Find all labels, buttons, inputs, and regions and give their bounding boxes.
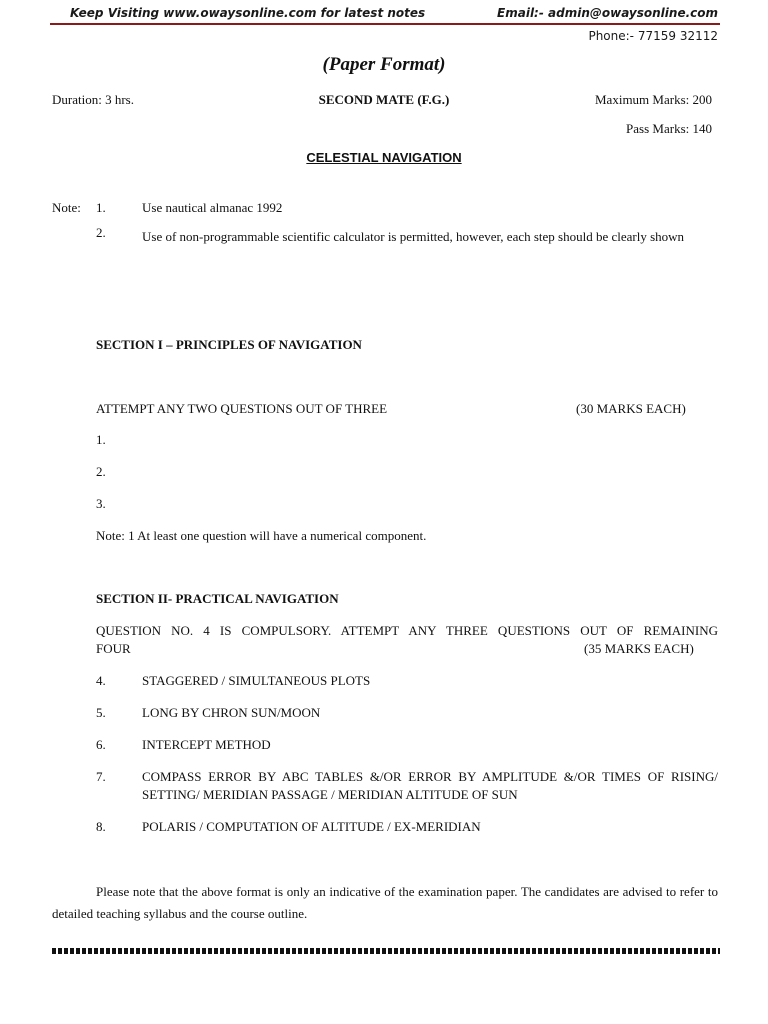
header-email-text: Email:- admin@owaysonline.com xyxy=(497,6,718,20)
section-1-note: Note: 1 At least one question will have a numerical component. xyxy=(96,528,427,543)
section-1-instruction: ATTEMPT ANY TWO QUESTIONS OUT OF THREE xyxy=(96,401,388,416)
max-marks-text: Maximum Marks: 200 xyxy=(595,92,712,107)
header-website-text: Keep Visiting www.owaysonline.com for latest notes xyxy=(70,6,426,20)
section-2-heading: SECTION II- PRACTICAL NAVIGATION xyxy=(96,591,339,606)
question-topic: COMPASS ERROR BY ABC TABLES &/OR ERROR BY AMPLITUDE &/OR TIMES OF RISING/ xyxy=(142,769,718,784)
note-item-text: Use of non-programmable scientific calculator is permitted, however, each step should be clearly shown xyxy=(142,229,685,244)
question-number: 6. xyxy=(96,737,106,752)
footer-note: Please note that the above format is only an indicative of the examination paper. The candidates are advised to refer to detailed teaching syllabus and the course outline. xyxy=(52,884,718,921)
header-phone-text: Phone:- 77159 32112 xyxy=(588,29,718,43)
section-1-marks: (30 MARKS EACH) xyxy=(576,401,686,416)
section-2-marks: (35 MARKS EACH) xyxy=(584,641,694,656)
question-topic: LONG BY CHRON SUN/MOON xyxy=(142,705,321,720)
pass-marks-text: Pass Marks: 140 xyxy=(626,121,712,136)
question-number: 2. xyxy=(96,464,106,479)
note-item-number: 1. xyxy=(96,200,106,215)
section-2-instruction: QUESTION NO. 4 IS COMPULSORY. ATTEMPT ANY THREE QUESTIONS OUT OF REMAINING xyxy=(96,623,718,638)
header-divider xyxy=(50,23,720,25)
question-topic: POLARIS / COMPUTATION OF ALTITUDE / EX-MERIDIAN xyxy=(142,819,481,834)
note-item-number: 2. xyxy=(96,225,106,240)
question-number: 8. xyxy=(96,819,106,834)
question-topic: INTERCEPT METHOD xyxy=(142,737,271,752)
question-number: 1. xyxy=(96,432,106,447)
note-item-text: Use nautical almanac 1992 xyxy=(142,200,283,215)
duration-text: Duration: 3 hrs. xyxy=(52,92,134,107)
section-1-heading: SECTION I – PRINCIPLES OF NAVIGATION xyxy=(96,337,362,352)
subject-title: CELESTIAL NAVIGATION xyxy=(306,150,462,165)
dotted-divider xyxy=(52,948,720,954)
question-number: 7. xyxy=(96,769,106,784)
question-number: 4. xyxy=(96,673,106,688)
question-number: 3. xyxy=(96,496,106,511)
section-2-instruction: FOUR xyxy=(96,641,131,656)
course-name: SECOND MATE (F.G.) xyxy=(318,92,450,107)
note-label: Note: xyxy=(52,200,81,215)
question-topic: STAGGERED / SIMULTANEOUS PLOTS xyxy=(142,673,371,688)
question-topic-continued: SETTING/ MERIDIAN PASSAGE / MERIDIAN ALTITUDE OF SUN xyxy=(142,787,518,802)
question-number: 5. xyxy=(96,705,106,720)
page-title: (Paper Format) xyxy=(322,54,446,75)
